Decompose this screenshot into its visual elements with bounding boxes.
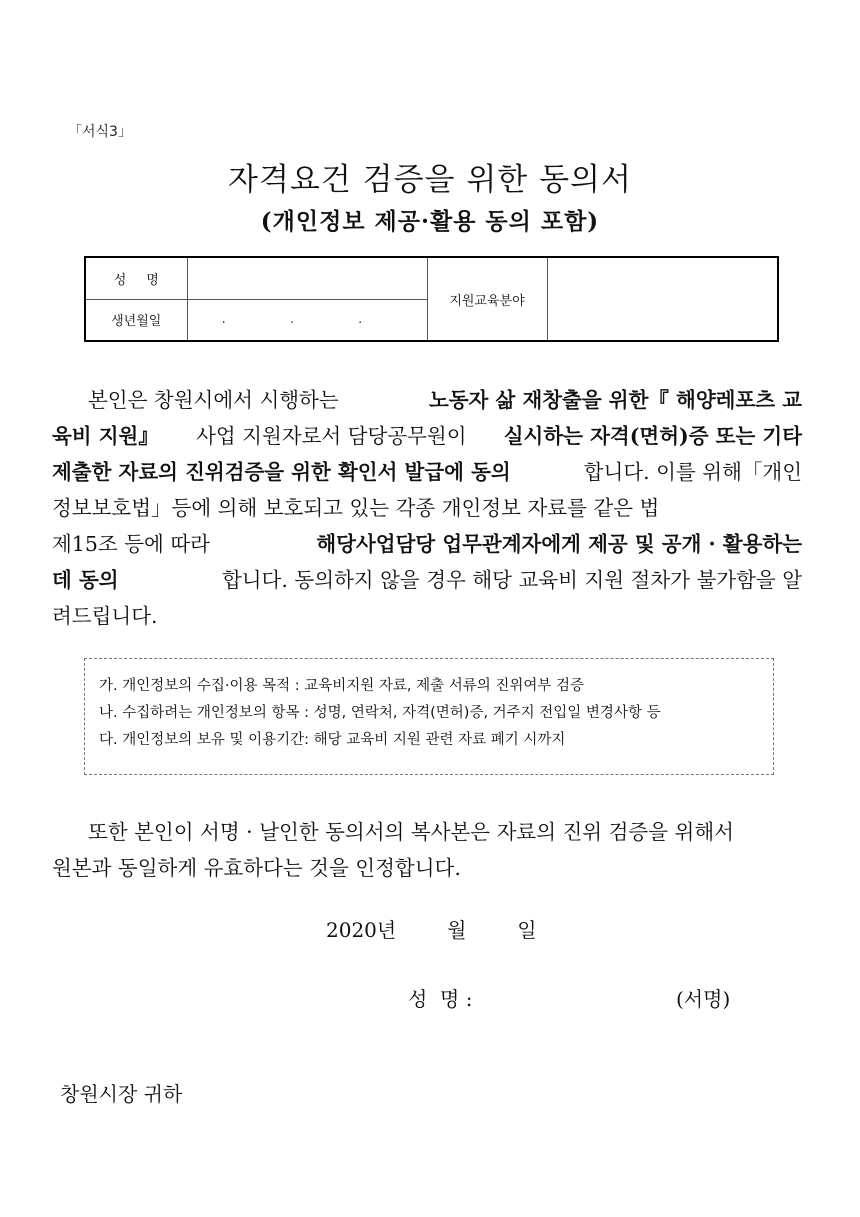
consent-bold-text: 데 동의 [52, 568, 119, 592]
date-line: 2020년 월 일 [326, 918, 537, 942]
consent-text: 본인은 창원시에서 시행하는 [88, 388, 339, 412]
consent-bold-text: 육비 지원』 [52, 424, 159, 448]
consent-bold-text: 해당사업담당 업무관계자에게 제공 및 공개 · 활용하는 [316, 532, 802, 556]
name-label: 성명 [85, 257, 187, 299]
applicant-info-table [84, 256, 779, 342]
addressee: 창원시장 귀하 [60, 1082, 183, 1106]
consent-paragraph [52, 382, 802, 634]
notice-item: 다. 개인정보의 보유 및 이용기간: 해당 교육비 지원 관련 자료 폐기 시까지 [99, 732, 566, 748]
copy-validity-paragraph [52, 814, 802, 886]
birthdate-field[interactable] [187, 299, 427, 341]
consent-text: 려드립니다. [52, 604, 158, 628]
education-field-label: 지원교육분야 [427, 257, 547, 341]
consent-line [52, 490, 802, 526]
birthdate-label: 생년월일 [85, 299, 187, 341]
consent-line [52, 526, 802, 562]
copy-line: 또한 본인이 서명 · 날인한 동의서의 복사본은 자료의 진위 검증을 위해서 [88, 820, 734, 844]
consent-line [52, 382, 802, 418]
signature-label: 성 명 : [408, 987, 473, 1011]
consent-line [52, 598, 802, 634]
consent-text: 제15조 등에 따라 [52, 532, 210, 556]
consent-bold-text: 노동자 삶 재창출을 위한『 해양레포츠 교 [428, 388, 802, 412]
notice-item: 가. 개인정보의 수집·이용 목적 : 교육비지원 자료, 제출 서류의 진위여부 검증 [99, 678, 585, 694]
consent-line [52, 454, 802, 490]
privacy-notice-box [84, 658, 774, 775]
signature-mark: (서명) [676, 987, 731, 1011]
birthdate-placeholder: . . . [221, 312, 393, 328]
document-subtitle: (개인정보 제공·활용 동의 포함) [260, 208, 600, 235]
consent-bold-text: 제출한 자료의 진위검증을 위한 확인서 발급에 동의 [52, 460, 511, 484]
consent-text: 합니다. 동의하지 않을 경우 해당 교육비 지원 절차가 불가함을 알 [221, 568, 802, 592]
consent-bold-text: 실시하는 자격(면허)증 또는 기타 [503, 424, 802, 448]
consent-text: 합니다. 이를 위해「개인 [583, 460, 802, 484]
consent-line [52, 418, 802, 454]
form-number-label: 「서식3」 [68, 124, 132, 140]
consent-text: 정보보호법」등에 의해 보호되고 있는 각종 개인정보 자료를 같은 법 [52, 496, 660, 520]
document-title: 자격요건 검증을 위한 동의서 [228, 162, 632, 198]
education-field-value[interactable] [547, 257, 778, 341]
name-field[interactable] [187, 257, 427, 299]
copy-line: 원본과 동일하게 유효하다는 것을 인정합니다. [52, 856, 461, 880]
notice-item: 나. 수집하려는 개인정보의 항목 : 성명, 연락처, 자격(면허)증, 거주지 전입일 변경사항 등 [99, 705, 661, 721]
consent-line [52, 562, 802, 598]
consent-text: 사업 지원자로서 담당공무원이 [196, 424, 467, 448]
